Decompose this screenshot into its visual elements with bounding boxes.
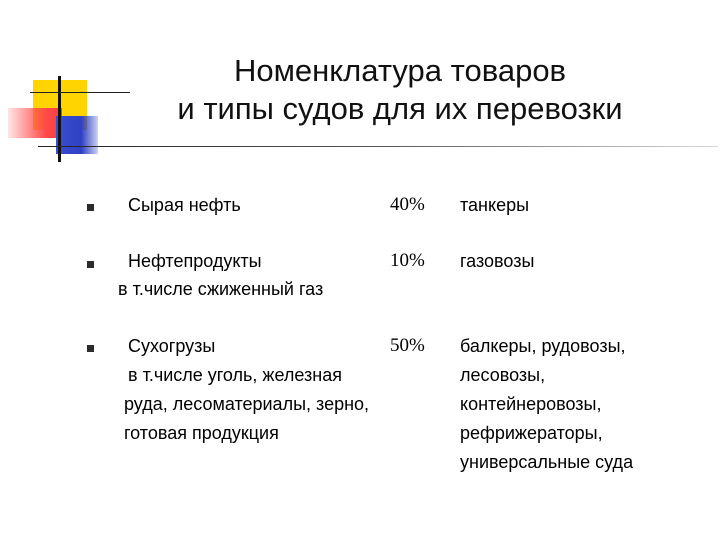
red-square-decoration [8, 108, 62, 138]
cargo-label: Сырая нефть [128, 195, 241, 215]
vertical-rule-decoration [58, 76, 61, 162]
cargo-detail-line: руда, лесоматериалы, зерно, [124, 394, 370, 414]
blue-square-decoration [56, 116, 98, 154]
ship-type: газовозы [460, 251, 535, 271]
cargo-detail-line: в т.числе сжиженный газ [118, 279, 324, 299]
cargo-detail-line: готовая продукция [124, 423, 279, 443]
cargo-share: 50% [390, 335, 425, 356]
slide-title-line-1: Номенклатура товаров [233, 53, 567, 88]
decorative-corner-art [0, 0, 120, 170]
ship-type: лесовозы, [460, 365, 546, 385]
cargo-share: 40% [390, 194, 425, 215]
horizontal-rule-decoration [30, 92, 130, 93]
title-underline [38, 146, 718, 147]
ship-type: контейнеровозы, [460, 394, 602, 414]
ship-type: универсальные суда [460, 452, 634, 472]
ship-type: балкеры, рудовозы, [460, 336, 626, 356]
ship-type: рефрижераторы, [460, 423, 603, 443]
slide-title-line-2: и типы судов для их перевозки [177, 91, 623, 126]
bullet-icon [87, 204, 94, 211]
ship-type: танкеры [460, 195, 530, 215]
slide-title [120, 52, 680, 128]
bullet-icon [87, 345, 94, 352]
cargo-share: 10% [390, 250, 425, 271]
cargo-detail-line: в т.числе уголь, железная [128, 365, 342, 385]
cargo-label: Сухогрузы [128, 336, 216, 356]
bullet-icon [87, 261, 94, 268]
cargo-label: Нефтепродукты [128, 251, 262, 271]
